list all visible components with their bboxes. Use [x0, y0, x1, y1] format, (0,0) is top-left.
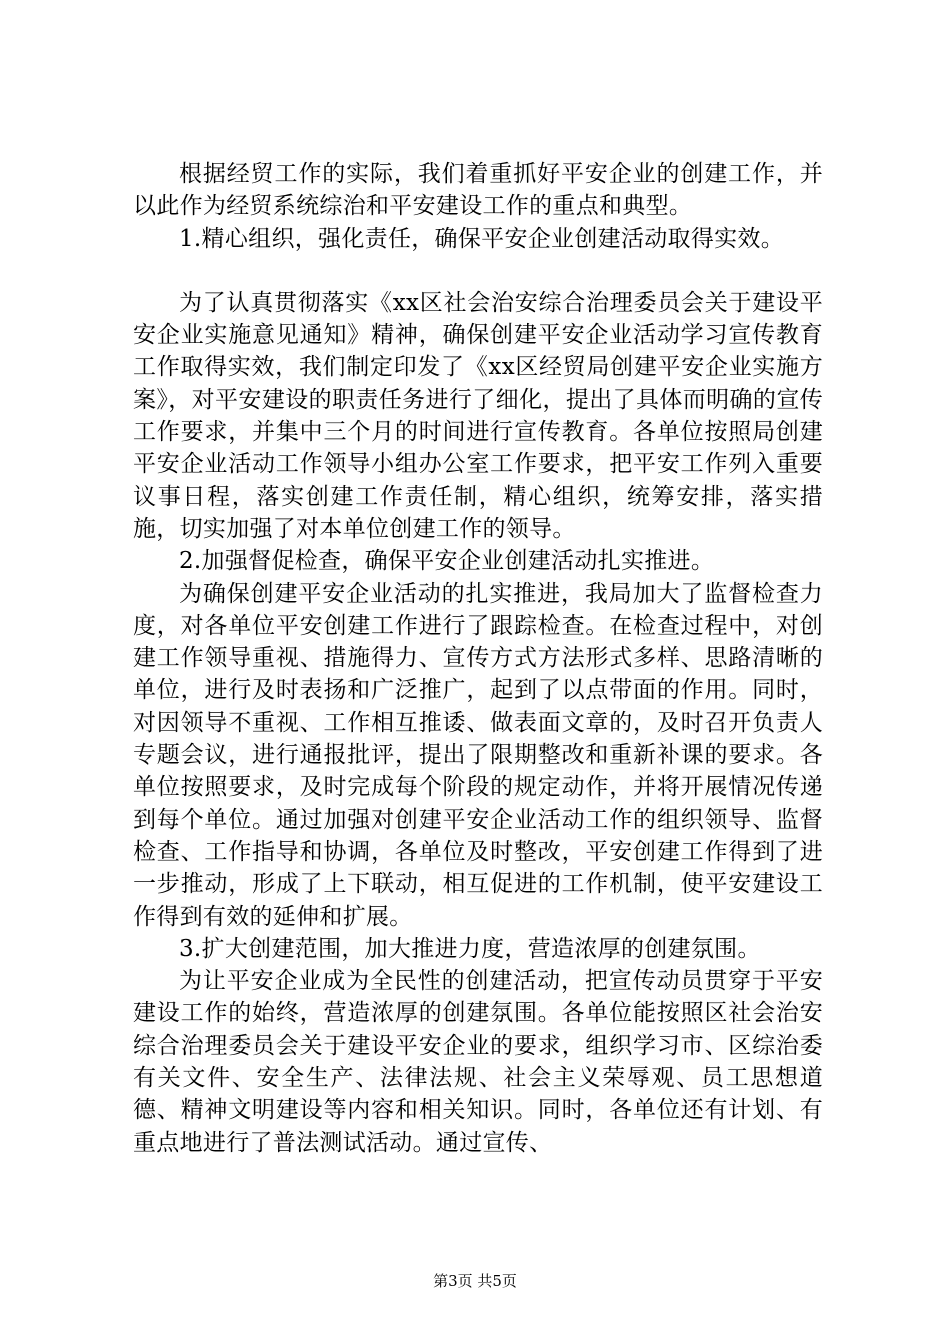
section-heading-1: 1.精心组织，强化责任，确保平安企业创建活动取得实效。 — [179, 225, 785, 252]
section-1-paragraph: 为了认真贯彻落实《xx区社会治安综合治理委员会关于建设平安企业实施意见通知》精神，确保创建平安企业活动学习宣传教育工作取得实效，我们制定印发了《xx区经贸局创建平安企业实施方案》，对平安建设的职责任务进行了细化，提出了具体而明确的宣传工作要求，并集中三个月的时间进行宣传教育。各单位按照局创建平安企业活动工作领导小组办公室工作要求，把平安工作列入重要议事日程，落实创建工作责任制，精心组织，统筹安排，落实措施，切实加强了对本单位创建工作的领导。 — [133, 289, 823, 542]
intro-paragraph: 根据经贸工作的实际，我们着重抓好平安企业的创建工作，并以此作为经贸系统综治和平安建设工作的重点和典型。 — [133, 161, 823, 220]
section-3-paragraph: 为让平安企业成为全民性的创建活动，把宣传动员贯穿于平安建设工作的始终，营造浓厚的创建氛围。各单位能按照区社会治安综合治理委员会关于建设平安企业的要求，组织学习市、区综治委有关文件、安全生产、法律法规、社会主义荣辱观、员工思想道德、精神文明建设等内容和相关知识。同时，各单位还有计划、有重点地进行了普法测试活动。通过宣传、 — [133, 968, 823, 1156]
document-body — [133, 158, 823, 1159]
section-2-paragraph: 为确保创建平安企业活动的扎实推进，我局加大了监督检查力度，对各单位平安创建工作进行了跟踪检查。在检查过程中，对创建工作领导重视、措施得力、宣传方式方法形式多样、思路清晰的单位，进行及时表扬和广泛推广，起到了以点带面的作用。同时，对因领导不重视、工作相互推诿、做表面文章的，及时召开负责人专题会议，进行通报批评，提出了限期整改和重新补课的要求。各单位按照要求，及时完成每个阶段的规定动作，并将开展情况传递到每个单位。通过加强对创建平安企业活动工作的组织领导、监督检查、工作指导和协调，各单位及时整改，平安创建工作得到了进一步推动，形成了上下联动，相互促进的工作机制，使平安建设工作得到有效的延伸和扩展。 — [133, 580, 823, 930]
section-heading-3: 3.扩大创建范围，加大推进力度，营造浓厚的创建氛围。 — [179, 935, 761, 962]
section-heading-2: 2.加强督促检查，确保平安企业创建活动扎实推进。 — [179, 548, 715, 575]
page-number-footer: 第3页 共5页 — [433, 1272, 517, 1290]
paragraph-spacer — [133, 255, 823, 287]
